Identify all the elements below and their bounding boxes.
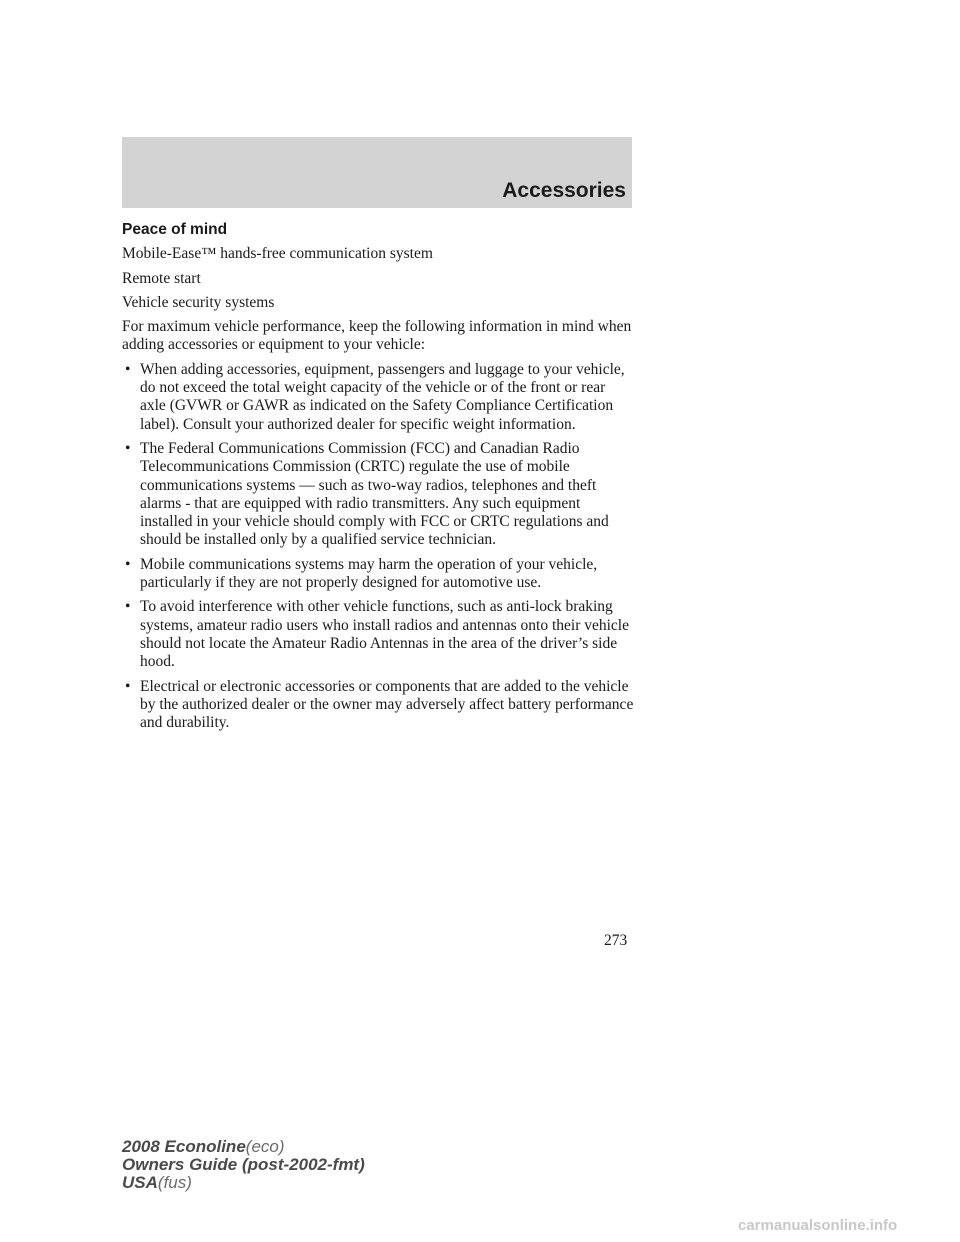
bullet-item xyxy=(122,598,634,671)
footer-guide-name: Owners Guide (post-2002-fmt) xyxy=(122,1155,365,1174)
footer-market-code: (fus) xyxy=(157,1173,192,1192)
bullet-item xyxy=(122,440,634,550)
page-number: 273 xyxy=(604,932,628,949)
bullet-text: Mobile communications systems may harm the operation of your vehicle, particularly if they are not properly designed for automotive use. xyxy=(140,555,598,592)
footer-line-guide xyxy=(122,1156,365,1174)
intro-paragraph: For maximum vehicle performance, keep the following information in mind when adding accessories or equipment to your vehicle: xyxy=(122,318,632,354)
bullet-icon: • xyxy=(125,598,131,616)
bullet-icon: • xyxy=(125,360,131,378)
bullet-icon: • xyxy=(125,555,131,573)
footer-model-code: (eco) xyxy=(245,1137,285,1156)
bullet-list xyxy=(122,361,634,733)
bullet-item xyxy=(122,556,634,593)
section-header-band xyxy=(122,137,632,208)
bullet-text: Electrical or electronic accessories or components that are added to the vehicle by the authorized dealer or the owner may adversely affect battery performance and durability. xyxy=(140,677,634,732)
bullet-item xyxy=(122,678,634,733)
watermark: carmanualsonline.info xyxy=(738,1217,898,1234)
footer-model-name: 2008 Econoline xyxy=(122,1137,246,1156)
accessory-item-remote-start: Remote start xyxy=(122,269,201,287)
bullet-icon: • xyxy=(125,677,131,695)
accessory-item-vehicle-security: Vehicle security systems xyxy=(122,293,275,311)
footer-line-model xyxy=(122,1138,365,1156)
section-header-title: Accessories xyxy=(502,179,626,202)
accessory-item-mobile-ease: Mobile-Ease™ hands-free communication system xyxy=(122,245,433,263)
bullet-icon: • xyxy=(125,439,131,457)
page-content xyxy=(122,221,634,738)
bullet-item xyxy=(122,361,634,434)
footer-line-market xyxy=(122,1174,365,1192)
bullet-text: When adding accessories, equipment, passengers and luggage to your vehicle, do not exceed the total weight capacity of the vehicle or of the front or rear axle (GVWR or GAWR as indicated on the Safety Compliance Certification label). Consult your authorized dealer for specific weight information. xyxy=(140,360,625,433)
bullet-text: The Federal Communications Commission (FCC) and Canadian Radio Telecommunications Commission (CRTC) regulate the use of mobile communications systems — such as two-way radios, telephones and theft alarms - that are equipped with radio transmitters. Any such equipment installed in your vehicle should comply with FCC or CRTC regulations and should be installed only by a qualified service technician. xyxy=(140,439,609,549)
bullet-text: To avoid interference with other vehicle functions, such as anti-lock braking systems, amateur radio users who install radios and antennas onto their vehicle should not locate the Amateur Radio Antennas in the area of the driver’s side hood. xyxy=(140,598,629,671)
footer-market-name: USA xyxy=(122,1173,158,1192)
document-footer xyxy=(122,1138,365,1192)
section-heading: Peace of mind xyxy=(122,221,228,238)
